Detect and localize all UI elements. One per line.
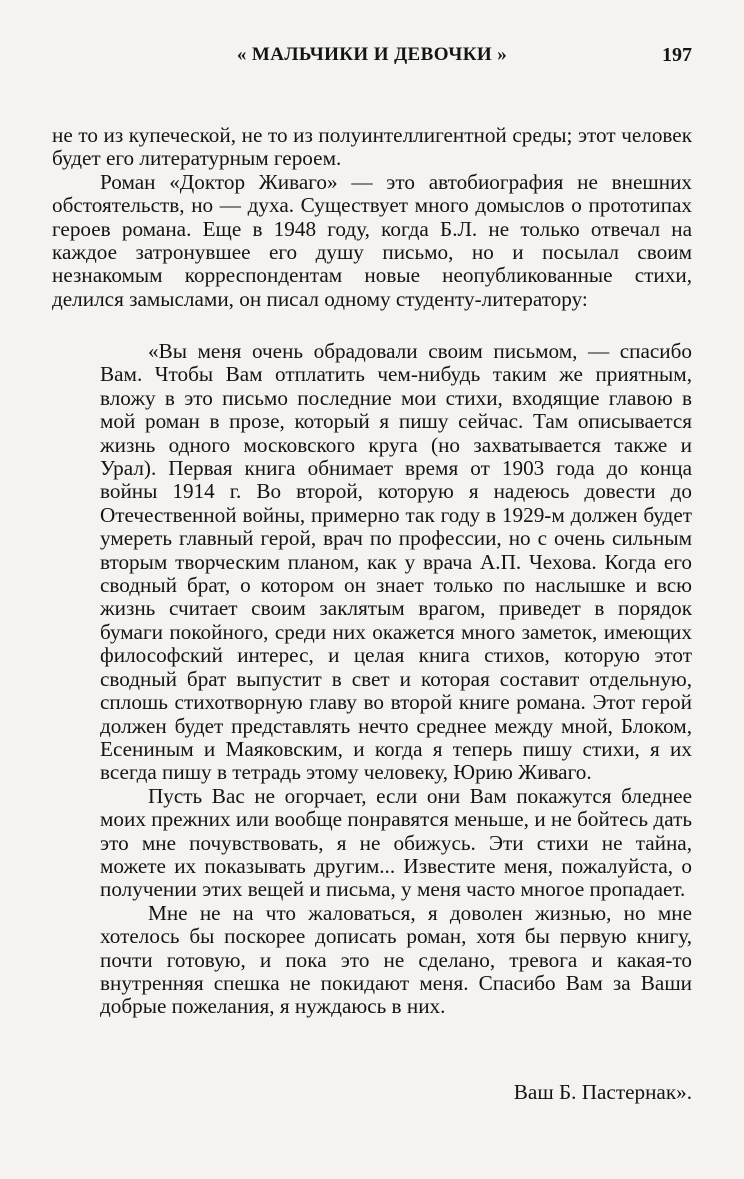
- quote-paragraph: Мне не на что жаловаться, я доволен жизнью, но мне хотелось бы поскорее дописать роман, хотя бы первую книгу, почти готовую, и пока это не сделано, тревога и какая-то внутренняя спешка не покидают меня. Спасибо Вам за Ваши добрые пожелания, я нуждаюсь в них.: [100, 900, 692, 1019]
- paragraph-continuation: не то из купеческой, не то из полуинтеллигентной среды; этот человек будет его литературным героем.: [52, 123, 692, 171]
- quote-paragraph: «Вы меня очень обрадовали своим письмом, — спасибо Вам. Чтобы Вам отплатить чем-нибудь таким же приятным, вложу в это письмо последние мои стихи, входящие главою в мой роман в прозе, который я пишу сейчас. Там описывается жизнь одного московского круга (но захватывается также и Урал). Первая книга обнимает время от 1903 года до конца войны 1914 г. Во второй, которую я надеюсь довести до Отечественной войны, примерно так году в 1929-м должен будет умереть главный герой, врач по профессии, но с очень сильным вторым творческим планом, как у врача А.П. Чехова. Когда его сводный брат, о котором он знает только по наслышке и всю жизнь считает своим заклятым врагом, приведет в порядок бумаги покойного, среди них окажется много заметок, имеющих философский интерес, и целая книга стихов, которую этот сводный брат выпустит в свет и которая составит отдельную, сплошь стихотворную главу во второй книге романа. Этот герой должен будет представлять нечто среднее между мной, Блоком, Есениным и Маяковским, и когда я теперь пишу стихи, я их всегда пишу в тетрадь этому человеку, Юрию Живаго.: [100, 339, 692, 785]
- page-number: 197: [662, 44, 692, 66]
- letter-quote: [100, 340, 692, 1019]
- letter-signature: Ваш Б. Пастернак».: [513, 1080, 692, 1104]
- chapter-title: « МАЛЬЧИКИ И ДЕВОЧКИ »: [236, 44, 508, 65]
- quote-paragraph: Пусть Вас не огорчает, если они Вам покажутся бледнее моих прежних или вообще понравятся меньше, и не бойтесь дать это мне почувствовать, я не обижусь. Эти стихи не тайна, можете их показывать другим... Известите меня, пожалуйста, о получении этих вещей и письма, у меня часто многое пропадает.: [100, 783, 692, 902]
- body-text: [52, 124, 692, 311]
- paragraph-zhivago: Роман «Доктор Живаго» — это автобиография не внешних обстоятельств, но — духа. Существует много домыслов о прототипах героев романа. Еще в 1948 году, когда Б.Л. не только отвечал на каждое затронувшее его душу письмо, но и посылал своим незнакомым корреспондентам новые неопубликованные стихи, делился замыслами, он писал одному студенту-литератору:: [52, 169, 692, 311]
- running-head: [52, 44, 692, 74]
